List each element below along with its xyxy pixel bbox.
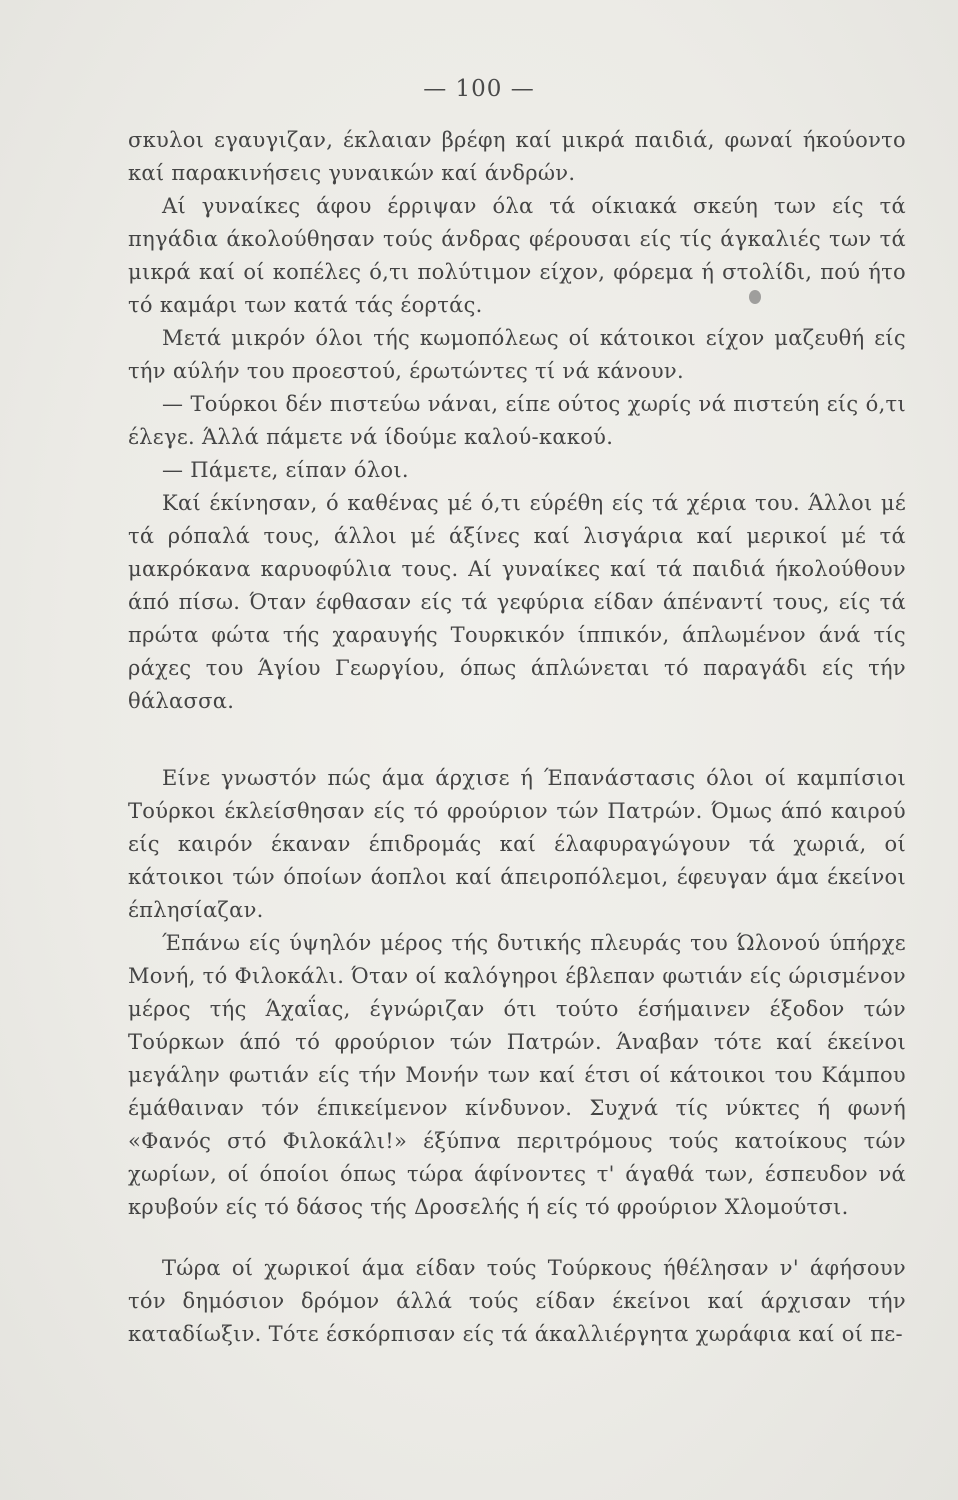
text-block-1 <box>128 124 906 718</box>
text-block-3 <box>128 1252 906 1351</box>
paragraph: — Τούρκοι δέν πιστεύω νάναι, είπε ούτος χωρίς νά πιστεύη είς ό,τι έλεγε. Άλλά πάμετε νά ίδούμε καλού-κακού. <box>128 392 906 449</box>
paragraph: Μετά μικρόν όλοι τής κωμοπόλεως οί κάτοικοι είχον μαζευθή είς τήν αύλήν του προεστού, έρωτώντες τί νά κάνουν. <box>128 326 906 383</box>
paragraph: Τώρα οί χωρικοί άμα είδαν τούς Τούρκους ήθέλησαν ν' άφήσουν τόν δημόσιον δρόμον άλλά τούς είδαν έκείνοι καί άρχισαν τήν καταδίωξιν. Τότε έσκόρπισαν είς τά άκαλλιέργητα χωράφια καί οί πε- <box>128 1256 906 1346</box>
paragraph: Είνε γνωστόν πώς άμα άρχισε ή Έπανάστασις όλοι οί καμπίσιοι Τούρκοι έκλείσθησαν είς τό φρούριον τών Πατρών. Όμως άπό καιρού είς καιρόν έκαναν έπιδρομάς καί έλαφυραγώγουν τά χωριά, οί κάτοικοι τών όποίων άοπλοι καί άπειροπόλεμοι, έφευγαν άμα έκείνοι έπλησίαζαν. <box>128 766 906 922</box>
text-block-2 <box>128 762 906 1224</box>
paragraph: Έπάνω είς ύψηλόν μέρος τής δυτικής πλευράς του Ώλονού ύπήρχε Μονή, τό Φιλοκάλι. Όταν οί καλόγηροι έβλεπαν φωτιάν είς ώρισμένον μέρος τής Άχαΐας, έγνώριζαν ότι τούτο έσήμαινεν έξοδον τών Τούρκων άπό τό φρούριον τών Πατρών. Άναβαν τότε καί έκείνοι μεγάλην φωτιάν είς τήν Μονήν των καί έτσι οί κάτοικοι του Κάμπου έμάθαιναν τόν έπικείμενον κίνδυνον. Συχνά τίς νύκτες ή φωνή «Φανός στό Φιλοκάλι!» έξύπνα περιτρόμους τούς κατοίκους τών χωρίων, οί όποίοι όπως τώρα άφίνοντες τ' άγαθά των, έσπευδον νά κρυβούν είς τό δάσος τής Δροσελής ή είς τό φρούριον Χλομούτσι. <box>128 931 906 1219</box>
paragraph: Αί γυναίκες άφου έρριψαν όλα τά οίκιακά σκεύη των είς τά πηγάδια άκολούθησαν τούς άνδρας φέρουσαι είς τίς άγκαλιές των τά μικρά καί οί κοπέλες ό,τι πολύτιμον είχον, φόρεμα ή στολίδι, πού ήτο τό καμάρι των κατά τάς έορτάς. <box>128 194 906 317</box>
paragraph: Καί έκίνησαν, ό καθένας μέ ό,τι εύρέθη είς τά χέρια του. Άλλοι μέ τά ρόπαλά τους, άλλοι μέ άξίνες καί λισγάρια καί μερικοί μέ τά μακρόκανα καρυοφύλια τους. Αί γυναίκες καί τά παιδιά ήκολούθουν άπό πίσω. Όταν έφθασαν είς τά γεφύρια είδαν άπέναντί τους, είς τά πρώτα φώτα τής χαραυγής Τουρκικόν ίππικόν, άπλωμένον άνά τίς ράχες του Άγίου Γεωργίου, όπως άπλώνεται τό παραγάδι είς τήν θάλασσα. <box>128 491 906 713</box>
paragraph: σκυλοι εγαυγιζαν, έκλαιαν βρέφη καί μικρά παιδιά, φωναί ήκούοντο καί παρακινήσεις γυναικών καί άνδρών. <box>128 128 906 185</box>
page-number-header: — 100 — <box>423 76 535 102</box>
paragraph: — Πάμετε, είπαν όλοι. <box>162 458 409 482</box>
